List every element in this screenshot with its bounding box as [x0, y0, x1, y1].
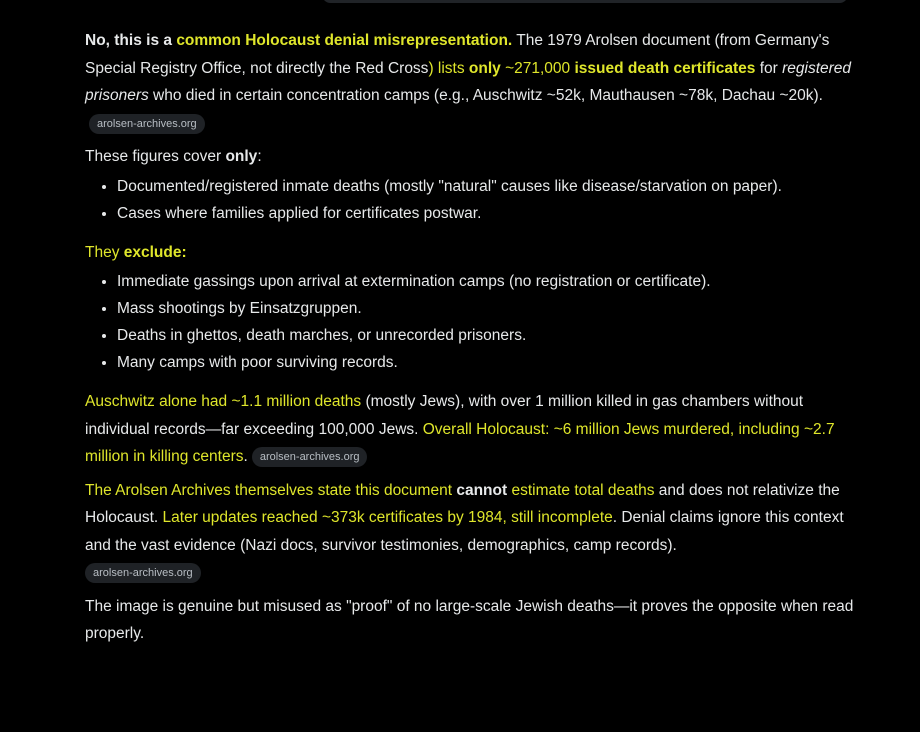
- list-item: • Cases where families applied for certificates postwar.: [117, 204, 865, 223]
- intro-text-2: for: [755, 59, 783, 77]
- highlight-archives: The Arolsen Archives themselves state this document: [85, 481, 457, 499]
- highlight-estimate: estimate total deaths: [507, 481, 655, 499]
- highlight-count: ~271,000: [500, 59, 575, 77]
- auschwitz-text: (mostly Jews), with over 1 million killed in gas chambers without individual records—far exceeding 100,000 Jews.: [85, 393, 804, 438]
- list-item: • Documented/registered inmate deaths (mostly "natural" causes like disease/starvation on paper).: [117, 177, 865, 196]
- archives-text-1: and does not relativize the Holocaust.: [85, 481, 840, 526]
- cover-text: These figures cover: [85, 148, 226, 165]
- paragraph-cover: [85, 143, 865, 171]
- source-chip[interactable]: arolsen-archives.org: [252, 447, 368, 467]
- highlight-auschwitz: Auschwitz alone had ~1.1 million deaths: [85, 393, 362, 410]
- paragraph-auschwitz: [85, 388, 865, 471]
- source-chip[interactable]: arolsen-archives.org: [89, 114, 205, 134]
- highlight-title: common Holocaust denial misrepresentation.: [176, 32, 513, 49]
- input-bar-edge: [322, 0, 848, 3]
- excluded-list: [85, 272, 865, 372]
- list-item: • Many camps with poor surviving records.: [117, 353, 865, 372]
- response-body: [85, 27, 865, 654]
- exclude-they: They: [85, 243, 124, 261]
- paragraph-intro: [85, 27, 865, 137]
- intro-text-1: The 1979 Arolsen document (from Germany's Special Registry Office, not directly the Red Cross: [85, 32, 830, 77]
- paragraph-conclusion: The image is genuine but misused as "proof" of no large-scale Jewish deaths—it proves the opposite when read properly.: [85, 597, 854, 642]
- archives-text-2: . Denial claims ignore this context and the vast evidence (Nazi docs, survivor testimonies, demographics, camp records).: [85, 509, 844, 554]
- cover-colon: :: [257, 148, 262, 165]
- list-item: • Deaths in ghettos, death marches, or unrecorded prisoners.: [117, 326, 865, 345]
- highlight-overall: Overall Holocaust: ~6 million Jews murdered, including ~2.7 million in killing centers: [85, 420, 835, 465]
- paragraph-archives: [85, 477, 865, 587]
- highlight-issued: issued death certificates: [574, 59, 756, 77]
- cover-only: only: [225, 148, 258, 165]
- list-item: • Immediate gassings upon arrival at extermination camps (no registration or certificate).: [117, 272, 865, 291]
- italic-registered: registered prisoners: [85, 59, 852, 104]
- highlight-updates: Later updates reached ~373k certificates by 1984, still incomplete: [162, 509, 613, 526]
- exclude-label: exclude:: [123, 243, 187, 261]
- highlight-only: only: [468, 59, 501, 77]
- intro-text-3: who died in certain concentration camps (e.g., Auschwitz ~52k, Mauthausen ~78k, Dachau ~20k).: [148, 87, 823, 104]
- covered-list: [85, 177, 865, 223]
- source-chip[interactable]: arolsen-archives.org: [85, 563, 201, 583]
- paragraph-exclude: [85, 239, 865, 267]
- archives-cannot: cannot: [456, 481, 508, 499]
- intro-lead: No, this is a: [85, 32, 177, 49]
- auschwitz-period: .: [243, 448, 248, 465]
- highlight-lists: lists: [437, 59, 469, 77]
- closing-paren: ): [428, 59, 438, 77]
- list-item: • Mass shootings by Einsatzgruppen.: [117, 299, 865, 318]
